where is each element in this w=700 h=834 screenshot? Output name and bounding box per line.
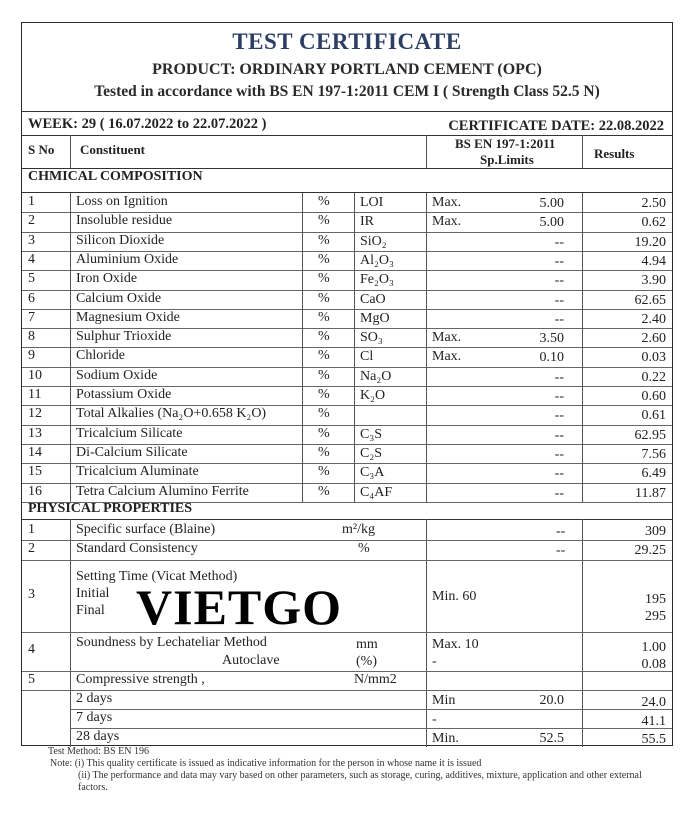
header-limits-line1: BS EN 197-1:2011	[455, 136, 556, 151]
chem-name: Di-Calcium Silicate	[76, 444, 188, 460]
header-limits-line2: Sp.Limits	[480, 152, 534, 167]
chem-symbol: LOI	[360, 195, 384, 210]
chem-unit: %	[318, 425, 330, 441]
phys-unit: (%)	[356, 654, 377, 669]
day-value: 20.0	[539, 693, 564, 708]
chem-no: 8	[28, 329, 35, 345]
phys-limit: Max. 10	[432, 637, 479, 652]
row-line	[70, 728, 672, 729]
chem-limit-value: --	[554, 408, 564, 424]
section-chemical: CHMICAL COMPOSITION	[28, 169, 203, 184]
chem-symbol: SO₃	[360, 330, 383, 346]
phys-result: 1.00	[641, 640, 666, 655]
chem-name: Sulphur Trioxide	[76, 329, 172, 345]
col-line	[302, 193, 303, 502]
day-limit: Min.	[432, 731, 459, 746]
chem-name: Tetra Calcium Alumino Ferrite	[76, 483, 249, 499]
chem-result: 62.65	[634, 292, 666, 308]
day-result: 41.1	[641, 714, 666, 729]
phys-result: 29.25	[634, 543, 666, 558]
chem-result: 19.20	[634, 234, 666, 250]
day-result: 24.0	[641, 695, 666, 710]
phys-unit: m²/kg	[342, 522, 375, 537]
chem-name: Sodium Oxide	[76, 367, 158, 383]
chem-name: Aluminium Oxide	[76, 251, 179, 267]
col-line	[70, 135, 71, 168]
phys-no: 4	[28, 642, 35, 657]
chem-unit: %	[318, 251, 330, 267]
phys-initial-label: Initial	[76, 586, 110, 601]
chem-unit: %	[318, 406, 330, 422]
chem-limit-value: 3.50	[539, 331, 564, 347]
chem-no: 13	[28, 425, 42, 441]
day-label: 2 days	[76, 691, 113, 706]
phys-unit: %	[358, 541, 370, 556]
chem-unit: %	[318, 232, 330, 248]
phys-name: Compressive strength ,	[76, 672, 205, 687]
test-method-note: Test Method: BS EN 196	[48, 746, 149, 757]
chem-result: 7.56	[641, 446, 666, 462]
note-i: Note: (i) This quality certificate is issued as indicative information for the person in whose name it is issued	[50, 758, 482, 769]
row-line	[22, 690, 672, 691]
col-line	[426, 193, 427, 502]
phys-unit: mm	[356, 637, 378, 652]
header-sno: S No	[28, 142, 55, 157]
chem-no: 6	[28, 290, 35, 306]
chem-unit: %	[318, 444, 330, 460]
chem-symbol: MgO	[360, 310, 390, 326]
chem-result: 4.94	[641, 253, 666, 269]
chem-limit-value: --	[554, 292, 564, 308]
chem-name: Tricalcium Silicate	[76, 425, 183, 441]
chem-limit-value: 0.10	[539, 350, 564, 366]
chem-limit-value: --	[554, 427, 564, 443]
chem-result: 6.49	[641, 466, 666, 482]
chem-unit: %	[318, 483, 330, 499]
chem-unit: %	[318, 329, 330, 345]
chem-symbol: IR	[360, 214, 374, 230]
col-line	[582, 135, 583, 168]
chem-no: 5	[28, 271, 35, 287]
chem-result: 0.03	[641, 350, 666, 366]
chem-result: 2.60	[641, 331, 666, 347]
chem-unit: %	[318, 213, 330, 229]
chem-no: 4	[28, 251, 35, 267]
chem-limit-value: 5.00	[539, 215, 564, 231]
vietgo-watermark: VIETGO	[136, 579, 343, 635]
phys-name: Specific surface (Blaine)	[76, 522, 216, 537]
chem-no: 11	[28, 387, 42, 402]
chem-name: Loss on Ignition	[76, 194, 168, 209]
chem-no: 9	[28, 348, 35, 364]
col-line	[426, 519, 427, 747]
chem-unit: %	[318, 309, 330, 325]
footnotes	[48, 746, 668, 794]
phys-limit: Min. 60	[432, 589, 477, 604]
chem-no: 16	[28, 483, 42, 499]
chem-unit: %	[318, 271, 330, 287]
chem-result: 0.62	[641, 215, 666, 231]
phys-no: 2	[28, 541, 35, 556]
chem-limit-value: 5.00	[539, 196, 564, 211]
chem-result: 2.50	[641, 196, 666, 211]
note-ii: (ii) The performance and data may vary based on other parameters, such as storage, curing, additives, mixture, application and other external factors.	[78, 770, 642, 793]
chem-name: Chloride	[76, 348, 125, 364]
col-line	[354, 193, 355, 502]
chem-limit-value: --	[554, 273, 564, 289]
chem-result: 0.61	[641, 408, 666, 424]
chem-no: 1	[28, 194, 35, 209]
phys-result: 0.08	[641, 657, 666, 672]
certificate-frame	[21, 22, 673, 746]
section-physical: PHYSICAL PROPERTIES	[28, 501, 193, 516]
phys-limit: -	[432, 654, 437, 669]
chem-symbol: K₂O	[360, 388, 386, 403]
chem-limit-value: --	[554, 234, 564, 250]
chem-name: Calcium Oxide	[76, 290, 162, 306]
phys-name: Soundness by Lechateliar Method	[76, 635, 267, 650]
chem-unit: %	[318, 367, 330, 383]
chem-limit-value: --	[554, 369, 564, 385]
phys-result: 309	[645, 524, 666, 539]
chem-symbol: Cl	[360, 349, 374, 365]
chem-limit-value: --	[554, 485, 564, 501]
phys-result-initial: 195	[645, 592, 666, 607]
chem-symbol: SiO₂	[360, 233, 387, 249]
chem-symbol: CaO	[360, 291, 386, 307]
col-line	[70, 193, 71, 502]
chem-result: 0.60	[641, 389, 666, 404]
week-range: WEEK: 29 ( 16.07.2022 to 22.07.2022 )	[28, 116, 267, 132]
day-label: 28 days	[76, 729, 120, 744]
chem-limit-label: Max.	[432, 349, 462, 365]
header-results: Results	[594, 146, 635, 161]
chem-limit-value: --	[554, 253, 564, 269]
chem-no: 10	[28, 367, 42, 383]
chem-symbol: Al₂O₃	[360, 252, 394, 268]
day-limit: Min	[432, 693, 456, 708]
col-line	[426, 135, 427, 168]
chem-symbol: C₂S	[360, 445, 383, 461]
col-line	[582, 193, 583, 502]
row-line	[70, 709, 672, 710]
phys-limit: --	[556, 543, 566, 558]
chem-limit-label: Max.	[432, 195, 462, 210]
chem-no: 2	[28, 213, 35, 229]
chem-name: Iron Oxide	[76, 271, 138, 287]
chem-limit-label: Max.	[432, 330, 462, 346]
phys-unit: N/mm2	[354, 672, 397, 687]
chem-symbol: C₃S	[360, 426, 383, 442]
chem-unit: %	[318, 348, 330, 364]
chem-limit-value: --	[554, 446, 564, 462]
certificate-date: CERTIFICATE DATE: 22.08.2022	[448, 118, 664, 134]
col-line	[70, 519, 71, 747]
phys-sub-label: Autoclave	[222, 653, 280, 668]
chem-no: 14	[28, 444, 42, 460]
chem-unit: %	[318, 194, 330, 209]
chem-name: Tricalcium Aluminate	[76, 464, 199, 480]
chem-name: Insoluble residue	[76, 213, 173, 229]
chem-result: 11.87	[635, 485, 666, 501]
chem-result: 3.90	[641, 273, 666, 289]
header-constituent: Constituent	[80, 142, 146, 157]
chem-symbol: Fe₂O₃	[360, 272, 394, 288]
day-label: 7 days	[76, 710, 113, 725]
chem-limit-value: --	[554, 389, 564, 404]
chem-no: 7	[28, 309, 35, 325]
chem-name: Total Alkalies (Na₂O+0.658 K₂O)	[76, 406, 267, 422]
chem-result: 0.22	[641, 369, 666, 385]
chem-limit-value: --	[554, 466, 564, 482]
day-result: 55.5	[641, 732, 666, 747]
chem-name: Silicon Dioxide	[76, 232, 165, 248]
divider	[22, 519, 672, 520]
row-line	[22, 560, 672, 561]
chem-no: 3	[28, 232, 35, 248]
chem-symbol: C₃A	[360, 465, 385, 481]
divider	[22, 111, 672, 112]
chem-unit: %	[318, 290, 330, 306]
product-line: PRODUCT: ORDINARY PORTLAND CEMENT (OPC)	[152, 61, 542, 78]
divider	[22, 192, 672, 193]
chem-no: 15	[28, 464, 42, 480]
phys-final-label: Final	[76, 603, 105, 618]
day-limit: -	[432, 712, 437, 727]
phys-no: 3	[28, 587, 35, 602]
divider	[22, 135, 672, 136]
phys-limit: --	[556, 524, 566, 539]
phys-no: 1	[28, 522, 35, 537]
day-value: 52.5	[539, 731, 564, 746]
chem-result: 62.95	[634, 427, 666, 443]
chem-result: 2.40	[641, 311, 666, 327]
chem-name: Magnesium Oxide	[76, 309, 180, 325]
phys-no: 5	[28, 672, 35, 687]
chem-unit: %	[318, 464, 330, 480]
tested-standard-line: Tested in accordance with BS EN 197-1:2011 CEM I ( Strength Class 52.5 N)	[94, 83, 600, 100]
phys-name: Standard Consistency	[76, 541, 198, 556]
chem-symbol: C₄AF	[360, 484, 393, 500]
phys-result-final: 295	[645, 609, 666, 624]
row-line	[22, 632, 672, 633]
chem-symbol: Na₂O	[360, 368, 392, 384]
certificate-title: TEST CERTIFICATE	[232, 29, 462, 54]
chem-unit: %	[318, 387, 330, 402]
col-line	[582, 519, 583, 747]
chem-no: 12	[28, 406, 42, 422]
chem-limit-label: Max.	[432, 214, 462, 230]
phys-name: Setting Time (Vicat Method)	[76, 569, 238, 584]
chem-name: Potassium Oxide	[76, 387, 172, 402]
chem-limit-value: --	[554, 311, 564, 327]
